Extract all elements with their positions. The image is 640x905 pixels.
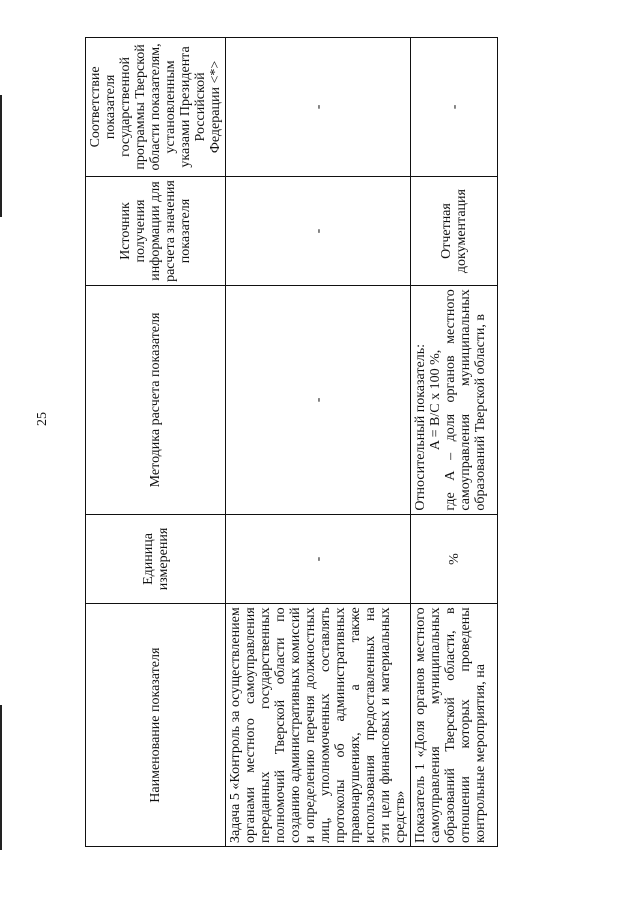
header-unit: Единица измерения: [86, 514, 226, 604]
indicators-table: [85, 37, 498, 847]
table-row: [226, 38, 411, 847]
rotated-table-container: [85, 37, 605, 847]
table-row: [411, 38, 498, 847]
table-header-row: [86, 38, 226, 847]
cell-compliance: -: [226, 38, 411, 177]
scan-edge-line: [0, 705, 2, 850]
header-method: Методика расчета показателя: [86, 286, 226, 514]
method-formula: A = B/C x 100 %,: [428, 349, 443, 451]
method-intro: Относительный показатель:: [413, 344, 428, 511]
header-indicator-name: Наименование показателя: [86, 604, 226, 847]
scan-edge-line: [0, 95, 2, 217]
cell-unit: %: [411, 514, 498, 604]
method-description: где A – доля органов местного самоуправления муниципальных образований Тверской области, в: [443, 289, 488, 511]
header-source: Источник получения информации для расчета значения показателя: [86, 176, 226, 285]
cell-source: Отчетная документация: [411, 176, 498, 285]
cell-indicator-name: Задача 5 «Контроль за осуществлением органами местного самоуправления переданных государственных полномочий Тверской области по созданию административных комиссий и определению перечня должностных лиц, уполномоченных составлять протоколы об административных правонарушениях, а также использования предоставленных на эти цели финансовых и материальных средств»: [226, 604, 411, 847]
cell-method: [411, 286, 498, 514]
cell-indicator-name: Показатель 1 «Доля органов местного самоуправления муниципальных образований Тверской области, в отношении которых проведены контрольные мероприятия, на: [411, 604, 498, 847]
page-number: 25: [35, 412, 50, 426]
header-compliance: Соответствие показателя государственной программы Тверской области показателям, установленным указами Президента Российской Федерации <*>: [86, 38, 226, 177]
cell-unit: -: [226, 514, 411, 604]
cell-source: -: [226, 176, 411, 285]
cell-method: -: [226, 286, 411, 514]
cell-compliance: -: [411, 38, 498, 177]
